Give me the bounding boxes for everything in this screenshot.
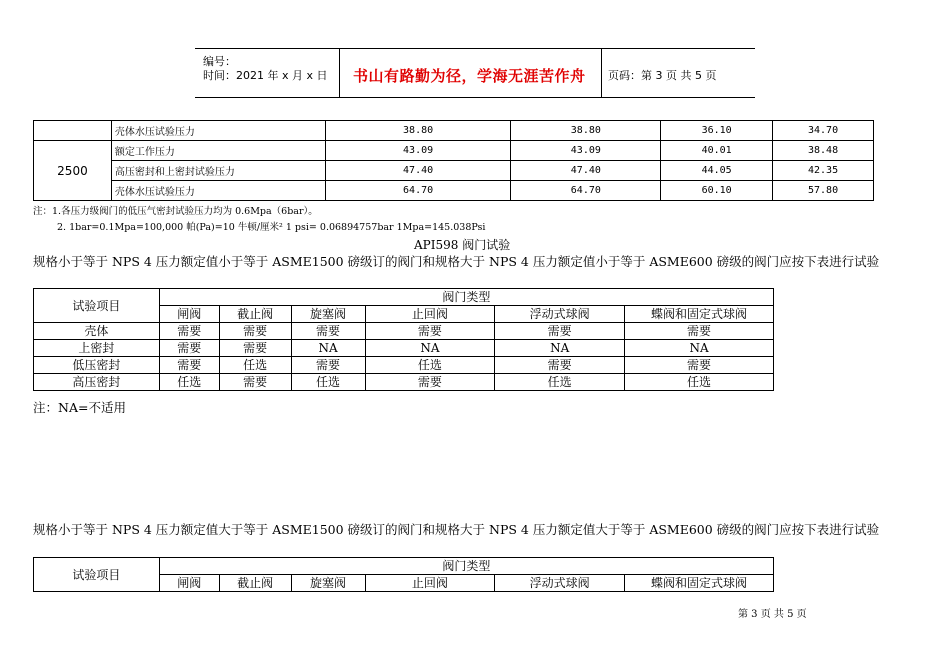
cell: 需要 xyxy=(159,323,219,340)
motto: 书山有路勤为径，学海无涯苦作舟 xyxy=(353,67,586,85)
column-header: 闸阀 xyxy=(159,306,219,323)
table-header-row xyxy=(34,558,774,575)
table-row xyxy=(34,141,874,161)
value-cell: 64.70 xyxy=(511,181,661,201)
value-cell: 36.10 xyxy=(661,121,773,141)
table-row xyxy=(34,323,774,340)
column-header: 截止阀 xyxy=(219,575,291,592)
note-2: 2. 1bar=0.1Mpa=100,000 帕(Pa)=10 牛顿/厘米² 1 psi= 0.06894757bar 1Mpa=145.038Psi xyxy=(57,222,486,233)
cell: 需要 xyxy=(219,340,291,357)
value-cell: 60.10 xyxy=(661,181,773,201)
header-page-cell xyxy=(602,49,755,97)
header-motto-cell xyxy=(339,49,602,97)
table-row xyxy=(34,357,774,374)
test-item: 高压密封 xyxy=(34,374,160,391)
cell: 需要 xyxy=(291,323,365,340)
column-header: 止回阀 xyxy=(365,306,495,323)
column-header: 浮动式球阀 xyxy=(495,306,625,323)
column-header: 蝶阀和固定式球阀 xyxy=(625,575,774,592)
table-header-row xyxy=(34,289,774,306)
valve-test-table-1 xyxy=(33,288,774,391)
cell: 需要 xyxy=(625,357,774,374)
valve-type-header: 阀门类型 xyxy=(159,289,773,306)
number-label: 编号： xyxy=(203,55,236,68)
na-note: 注：NA=不适用 xyxy=(33,400,126,415)
header-meta-cell xyxy=(195,49,340,97)
cell: 需要 xyxy=(291,357,365,374)
table-row xyxy=(34,121,874,141)
cell: NA xyxy=(365,340,495,357)
value-cell: 38.80 xyxy=(511,121,661,141)
column-header: 旋塞阀 xyxy=(291,306,365,323)
value-cell: 44.05 xyxy=(661,161,773,181)
column-header: 截止阀 xyxy=(219,306,291,323)
test-item-header: 试验项目 xyxy=(34,289,160,323)
cell: 需要 xyxy=(219,323,291,340)
row-label: 高压密封和上密封试验压力 xyxy=(111,161,325,181)
pressure-class-cell: 2500 xyxy=(34,141,112,201)
time-label: 时间：2021 年 x 月 x 日 xyxy=(203,69,328,82)
cell: 需要 xyxy=(365,374,495,391)
test-item: 低压密封 xyxy=(34,357,160,374)
table-row xyxy=(34,161,874,181)
class-cell-empty xyxy=(34,121,112,141)
row-label: 额定工作压力 xyxy=(111,141,325,161)
section-title: API598 阀门试验 xyxy=(414,238,511,252)
pressure-table xyxy=(33,120,874,201)
value-cell: 64.70 xyxy=(325,181,511,201)
valve-type-header: 阀门类型 xyxy=(159,558,773,575)
cell: 需要 xyxy=(495,357,625,374)
table-row xyxy=(34,181,874,201)
value-cell: 34.70 xyxy=(773,121,874,141)
value-cell: 57.80 xyxy=(773,181,874,201)
note-1: 注：1.各压力级阀门的低压气密封试验压力均为 0.6Mpa（6bar）。 xyxy=(33,206,318,217)
test-item: 上密封 xyxy=(34,340,160,357)
column-header: 浮动式球阀 xyxy=(495,575,625,592)
value-cell: 42.35 xyxy=(773,161,874,181)
value-cell: 43.09 xyxy=(325,141,511,161)
test-item: 壳体 xyxy=(34,323,160,340)
value-cell: 40.01 xyxy=(661,141,773,161)
row-label: 壳体水压试验压力 xyxy=(111,181,325,201)
cell: 需要 xyxy=(219,374,291,391)
column-header: 旋塞阀 xyxy=(291,575,365,592)
cell: 任选 xyxy=(495,374,625,391)
value-cell: 38.48 xyxy=(773,141,874,161)
test-item-header: 试验项目 xyxy=(34,558,160,592)
cell: 需要 xyxy=(495,323,625,340)
table-row xyxy=(34,374,774,391)
cell: 任选 xyxy=(159,374,219,391)
table-row xyxy=(34,340,774,357)
valve-test-table-2 xyxy=(33,557,774,592)
cell: NA xyxy=(291,340,365,357)
cell: 任选 xyxy=(625,374,774,391)
cell: 需要 xyxy=(365,323,495,340)
paragraph-2: 规格小于等于 NPS 4 压力额定值大于等于 ASME1500 磅级订的阀门和规格大于 NPS 4 压力额定值大于等于 ASME600 磅级的阀门应按下表进行试验 xyxy=(33,522,880,537)
cell: 需要 xyxy=(159,357,219,374)
cell: 任选 xyxy=(365,357,495,374)
value-cell: 38.80 xyxy=(325,121,511,141)
cell: 任选 xyxy=(291,374,365,391)
column-header: 蝶阀和固定式球阀 xyxy=(625,306,774,323)
value-cell: 47.40 xyxy=(511,161,661,181)
column-header: 止回阀 xyxy=(365,575,495,592)
value-cell: 43.09 xyxy=(511,141,661,161)
page-footer: 第 3 页 共 5 页 xyxy=(738,609,807,620)
row-label: 壳体水压试验压力 xyxy=(111,121,325,141)
cell: 需要 xyxy=(159,340,219,357)
page-header xyxy=(195,48,755,98)
cell: 需要 xyxy=(625,323,774,340)
column-header: 闸阀 xyxy=(159,575,219,592)
value-cell: 47.40 xyxy=(325,161,511,181)
cell: 任选 xyxy=(219,357,291,374)
cell: NA xyxy=(495,340,625,357)
page-number-label: 页码：第 3 页 共 5 页 xyxy=(608,69,717,82)
paragraph-1: 规格小于等于 NPS 4 压力额定值小于等于 ASME1500 磅级订的阀门和规格大于 NPS 4 压力额定值小于等于 ASME600 磅级的阀门应按下表进行试验 xyxy=(33,254,880,269)
cell: NA xyxy=(625,340,774,357)
